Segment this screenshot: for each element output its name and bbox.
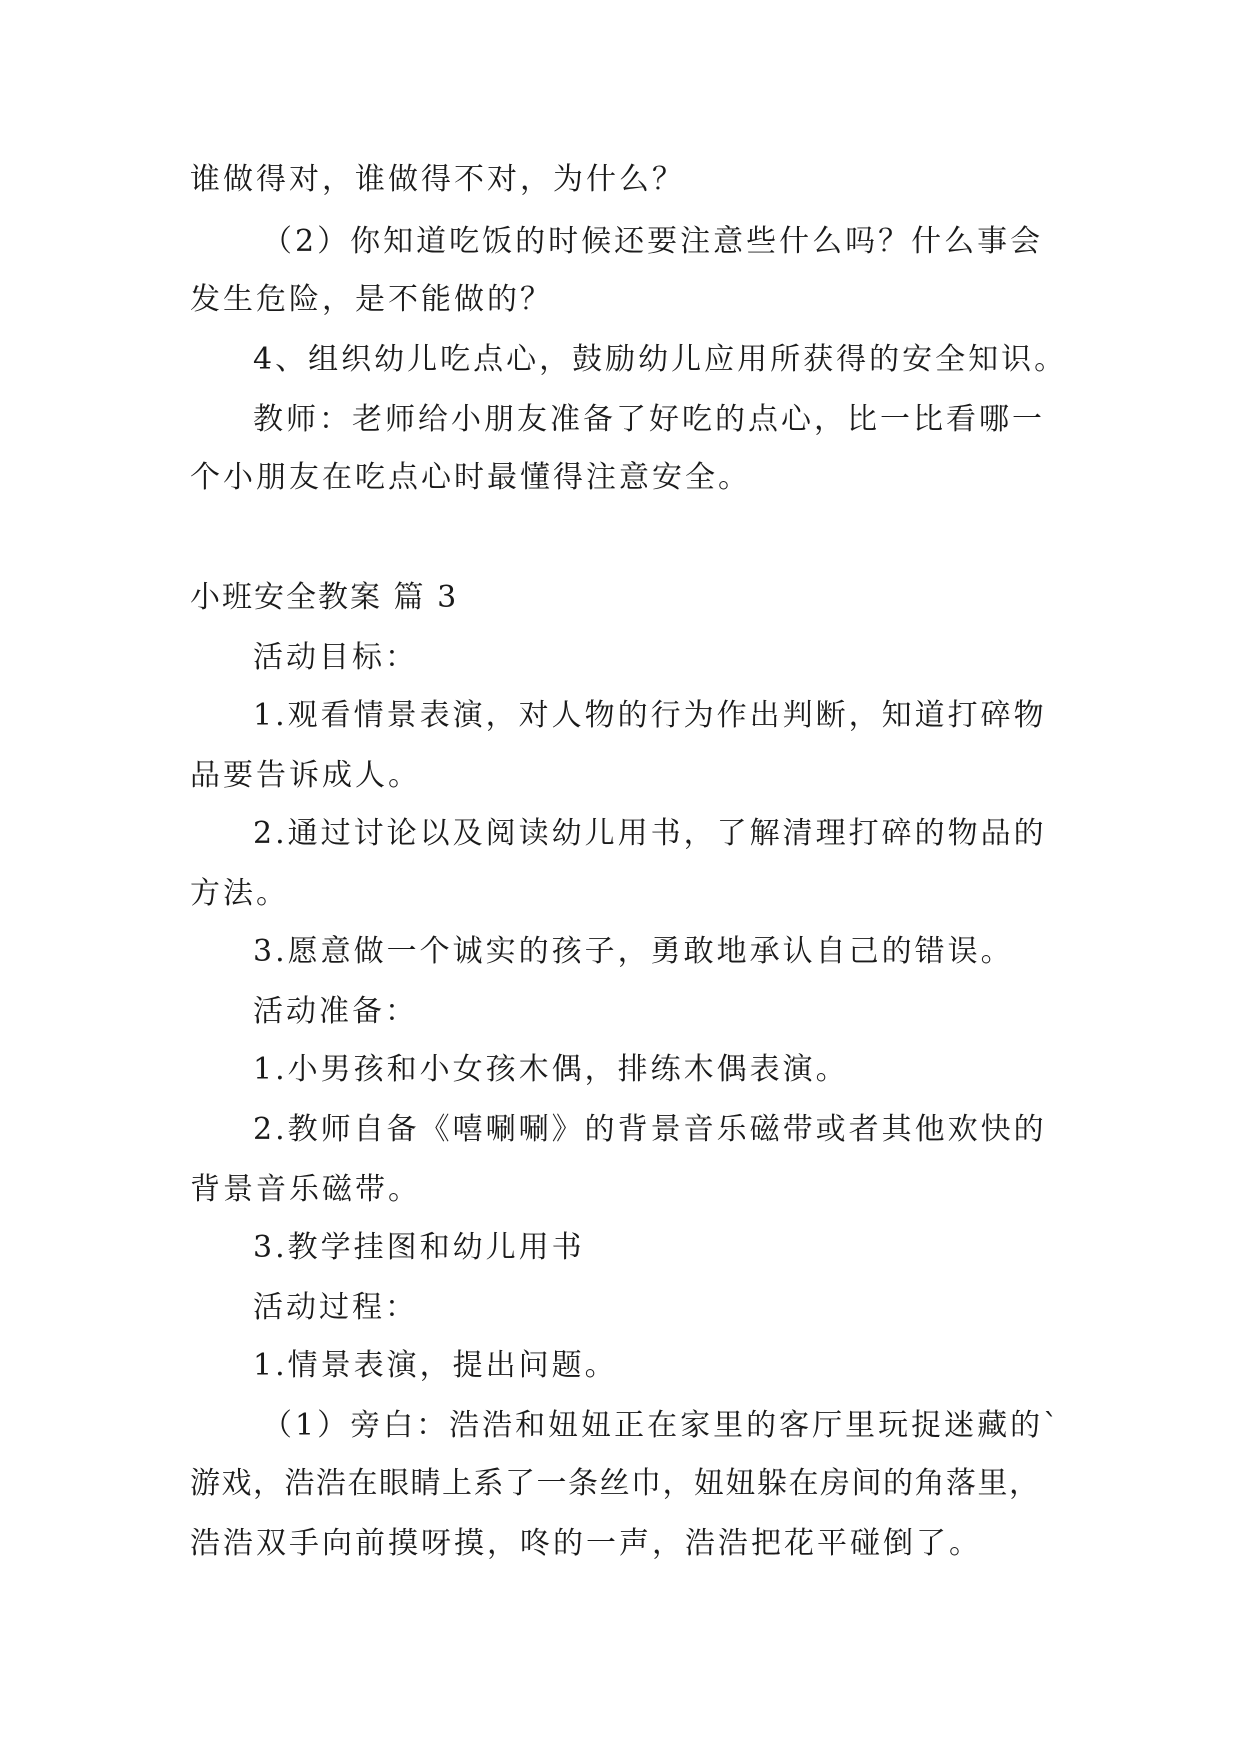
text-line: 教师：老师给小朋友准备了好吃的点心，比一比看哪一: [253, 402, 1045, 437]
text-line: 4、组织幼儿吃点心，鼓励幼儿应用所获得的安全知识。: [253, 342, 1068, 377]
text-line: 2.教师自备《嘻唰唰》的背景音乐磁带或者其他欢快的: [253, 1112, 1047, 1147]
text-line: 活动过程：: [253, 1290, 418, 1325]
text-line: 1.情景表演，提出问题。: [253, 1348, 618, 1383]
text-line: 品要告诉成人。: [190, 758, 421, 793]
text-line: 1.小男孩和小女孩木偶，排练木偶表演。: [253, 1052, 849, 1087]
text-line: 3.教学挂图和幼儿用书: [253, 1230, 585, 1265]
text-line: 个小朋友在吃点心时最懂得注意安全。: [190, 460, 751, 495]
text-line: 3.愿意做一个诚实的孩子，勇敢地承认自己的错误。: [253, 934, 1014, 969]
text-line: （2）你知道吃饭的时候还要注意些什么吗？什么事会: [262, 224, 1044, 259]
text-line: 游戏，浩浩在眼睛上系了一条丝巾，妞妞躲在房间的角落里，: [190, 1466, 1041, 1501]
text-line: 背景音乐磁带。: [190, 1172, 421, 1207]
section-heading: 小班安全教案 篇 3: [190, 580, 459, 615]
text-line: 活动目标：: [253, 640, 418, 675]
text-line: 1.观看情景表演，对人物的行为作出判断，知道打碎物: [253, 698, 1047, 733]
text-line: 2.通过讨论以及阅读幼儿用书，了解清理打碎的物品的: [253, 816, 1047, 851]
text-line: 浩浩双手向前摸呀摸，咚的一声，浩浩把花平碰倒了。: [190, 1526, 982, 1561]
text-line: 谁做得对，谁做得不对，为什么？: [190, 162, 685, 197]
text-line: 发生危险，是不能做的？: [190, 282, 553, 317]
text-line: 活动准备：: [253, 994, 418, 1029]
text-line: （1）旁白：浩浩和妞妞正在家里的客厅里玩捉迷藏的`: [262, 1408, 1062, 1443]
text-line: 方法。: [190, 876, 289, 911]
